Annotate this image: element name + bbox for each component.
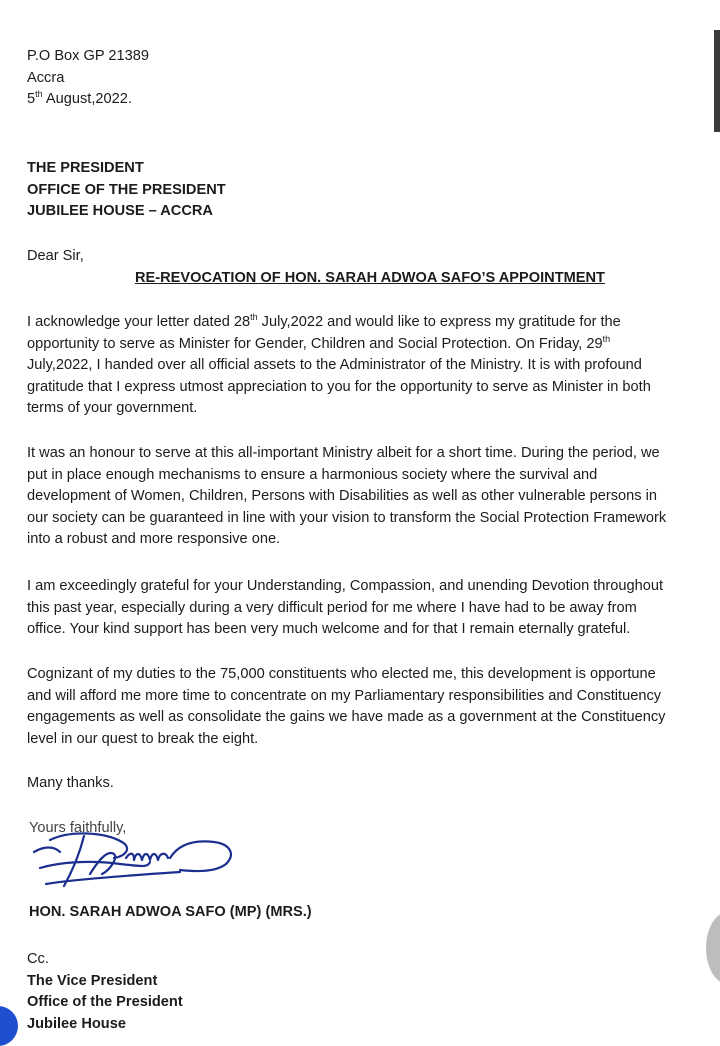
paragraph-3 — [27, 576, 717, 641]
cc-line-3: Jubilee House — [27, 1015, 126, 1032]
paragraph-line: development of Women, Children, Persons with Disabilities as well as other vulnerable persons in — [27, 488, 658, 505]
paragraph-line: engagements as well as consolidate the gains we have made as a government at the Constituency — [27, 709, 666, 726]
paragraph-2 — [27, 443, 717, 551]
subject-line: RE-REVOCATION OF HON. SARAH ADWOA SAFO’S APPOINTMENT — [135, 270, 605, 286]
paragraph-4 — [27, 664, 717, 750]
signatory-name: HON. SARAH ADWOA SAFO (MP) (MRS.) — [29, 904, 312, 920]
cc-label: Cc. — [27, 951, 49, 967]
paragraph-line: July,2022, I handed over all official assets to the Administrator of the Ministry. It is with profound — [27, 357, 642, 374]
recipient-line-3: JUBILEE HOUSE – ACCRA — [27, 203, 213, 220]
paragraph-line: I am exceedingly grateful for your Understanding, Compassion, and unending Devotion throughout — [27, 578, 664, 594]
paragraph-line: put in place enough mechanisms to ensure a harmonious society where the survival and — [27, 466, 598, 483]
paragraph-line: level in our quest to break the eight. — [27, 730, 259, 747]
recipient-line-1: THE PRESIDENT — [27, 160, 144, 176]
paragraph-line: It was an honour to serve at this all-important Ministry albeit for a short time. During the period, we — [27, 445, 660, 461]
paragraph-line: and will afford me more time to concentrate on my Parliamentary responsibilities and Constituency — [27, 687, 662, 704]
paragraph-line: terms of your government. — [27, 400, 198, 417]
sender-address — [27, 46, 710, 111]
paragraph-1 — [27, 312, 717, 420]
recipient-line-2: OFFICE OF THE PRESIDENT — [27, 181, 226, 198]
scrollbar-edge — [714, 30, 720, 132]
cc-block — [27, 949, 710, 1035]
paragraph-line: opportunity to serve as Minister for Gender, Children and Social Protection. On Friday, 29th — [27, 333, 611, 352]
paragraph-line: this past year, especially during a very difficult period for me where I have had to be away from — [27, 599, 637, 616]
corner-overlay — [0, 1006, 18, 1046]
paragraph-line: into a robust and more responsive one. — [27, 531, 281, 548]
paragraph-line: Cognizant of my duties to the 75,000 constituents who elected me, this development is opportune — [27, 666, 656, 682]
paragraph-line: I acknowledge your letter dated 28th July,2022 and would like to express my gratitude for the — [27, 312, 621, 330]
paragraph-line: our society can be guaranteed in line with your vision to transform the Social Protection Framework — [27, 509, 667, 526]
salutation: Dear Sir, — [27, 248, 84, 264]
cc-line-2: Office of the President — [27, 994, 183, 1011]
paragraph-line: gratitude that I express utmost appreciation to you for the opportunity to serve as Minister in both — [27, 378, 651, 395]
sender-city: Accra — [27, 69, 65, 86]
cc-line-1: The Vice President — [27, 972, 158, 989]
closing-thanks: Many thanks. — [27, 775, 114, 791]
letter-date: 5th August,2022. — [27, 89, 132, 108]
recipient-address — [27, 158, 710, 223]
po-box: P.O Box GP 21389 — [27, 48, 149, 64]
handwritten-signature — [30, 828, 250, 898]
paragraph-line: office. Your kind support has been very much welcome and for that I remain eternally grateful. — [27, 621, 631, 638]
valediction: Yours faithfully, — [29, 820, 127, 836]
